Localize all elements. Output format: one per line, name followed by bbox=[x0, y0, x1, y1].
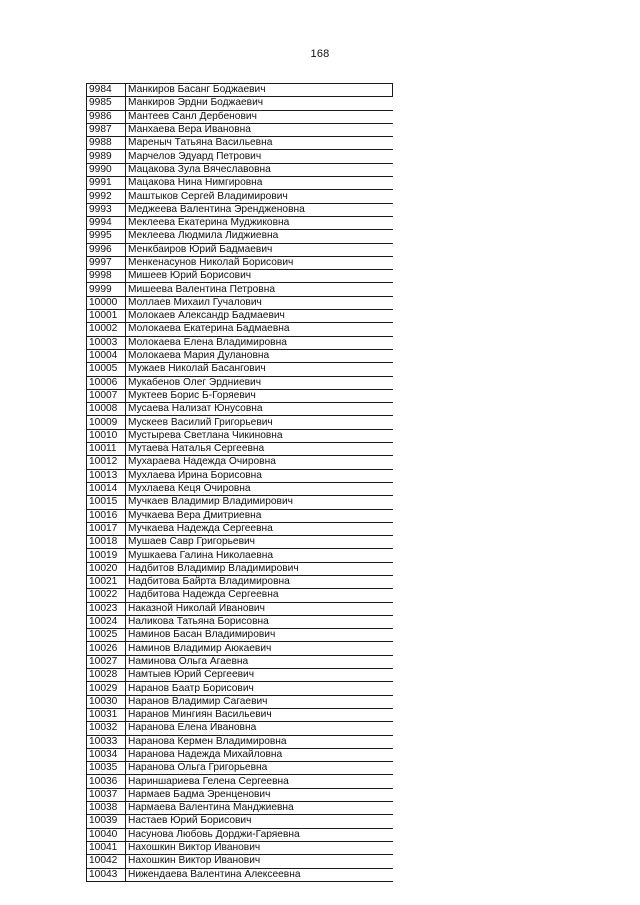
record-number-cell: 10010 bbox=[87, 429, 126, 442]
person-name-cell: Молокаева Елена Владимировна bbox=[126, 336, 393, 349]
record-number-cell: 10020 bbox=[87, 562, 126, 575]
record-number-cell: 10005 bbox=[87, 363, 126, 376]
table-row bbox=[87, 735, 393, 748]
table-row bbox=[87, 283, 393, 296]
record-number-cell: 10007 bbox=[87, 389, 126, 402]
person-name-cell: Наказной Николай Иванович bbox=[126, 602, 393, 615]
record-number-cell: 9999 bbox=[87, 283, 126, 296]
record-number-cell: 9989 bbox=[87, 150, 126, 163]
table-row bbox=[87, 110, 393, 123]
record-number-cell: 9984 bbox=[87, 84, 126, 97]
record-number-cell: 10029 bbox=[87, 682, 126, 695]
table-row bbox=[87, 748, 393, 761]
table-row bbox=[87, 416, 393, 429]
person-name-cell: Манкиров Басанг Боджаевич bbox=[126, 84, 393, 97]
table-row bbox=[87, 708, 393, 721]
person-name-cell: Мучкаев Владимир Владимирович bbox=[126, 496, 393, 509]
record-number-cell: 10017 bbox=[87, 522, 126, 535]
record-number-cell: 10016 bbox=[87, 509, 126, 522]
record-number-cell: 10040 bbox=[87, 828, 126, 841]
person-name-cell: Молокаева Екатерина Бадмаевна bbox=[126, 323, 393, 336]
table-row bbox=[87, 256, 393, 269]
table-row bbox=[87, 669, 393, 682]
person-name-cell: Нахошкин Виктор Иванович bbox=[126, 841, 393, 854]
person-name-cell: Мушкаева Галина Николаевна bbox=[126, 549, 393, 562]
table-row bbox=[87, 482, 393, 495]
person-name-cell: Меклеева Екатерина Муджиковна bbox=[126, 216, 393, 229]
table-row bbox=[87, 522, 393, 535]
table-row bbox=[87, 216, 393, 229]
person-name-cell: Мукабенов Олег Эрдниевич bbox=[126, 376, 393, 389]
person-name-cell: Мацакова Нина Нимгировна bbox=[126, 177, 393, 190]
person-name-cell: Манхаева Вера Ивановна bbox=[126, 123, 393, 136]
record-number-cell: 10023 bbox=[87, 602, 126, 615]
table-row bbox=[87, 150, 393, 163]
table-row bbox=[87, 802, 393, 815]
record-number-cell: 9987 bbox=[87, 123, 126, 136]
table-row bbox=[87, 84, 393, 97]
table-row bbox=[87, 841, 393, 854]
record-number-cell: 9997 bbox=[87, 256, 126, 269]
record-number-cell: 10015 bbox=[87, 496, 126, 509]
person-name-cell: Мишеев Юрий Борисович bbox=[126, 270, 393, 283]
table-row bbox=[87, 177, 393, 190]
person-name-cell: Наранов Мингиян Васильевич bbox=[126, 708, 393, 721]
person-name-cell: Мучкаева Вера Дмитриевна bbox=[126, 509, 393, 522]
table-row bbox=[87, 615, 393, 628]
person-name-cell: Нармаев Бадма Эренценович bbox=[126, 788, 393, 801]
record-number-cell: 9998 bbox=[87, 270, 126, 283]
person-name-cell: Намтыев Юрий Сергеевич bbox=[126, 669, 393, 682]
person-name-cell: Мантеев Санл Дербенович bbox=[126, 110, 393, 123]
person-name-cell: Менкенасунов Николай Борисович bbox=[126, 256, 393, 269]
table-row bbox=[87, 456, 393, 469]
record-number-cell: 10006 bbox=[87, 376, 126, 389]
record-number-cell: 10038 bbox=[87, 802, 126, 815]
record-number-cell: 10028 bbox=[87, 669, 126, 682]
person-name-cell: Мухараева Надежда Очировна bbox=[126, 456, 393, 469]
record-number-cell: 10035 bbox=[87, 762, 126, 775]
record-number-cell: 9986 bbox=[87, 110, 126, 123]
table-row bbox=[87, 629, 393, 642]
table-row bbox=[87, 536, 393, 549]
person-name-cell: Мареныч Татьяна Васильевна bbox=[126, 137, 393, 150]
record-number-cell: 9990 bbox=[87, 163, 126, 176]
table-row bbox=[87, 682, 393, 695]
record-number-cell: 10030 bbox=[87, 695, 126, 708]
person-name-cell: Наранова Надежда Михайловна bbox=[126, 748, 393, 761]
person-name-cell: Наранова Ольга Григорьевна bbox=[126, 762, 393, 775]
record-number-cell: 9992 bbox=[87, 190, 126, 203]
record-number-cell: 9993 bbox=[87, 203, 126, 216]
person-name-cell: Наранова Кермен Владимировна bbox=[126, 735, 393, 748]
person-name-cell: Муктеев Борис Б-Горяевич bbox=[126, 389, 393, 402]
person-name-cell: Надбитова Надежда Сергеевна bbox=[126, 589, 393, 602]
table-row bbox=[87, 788, 393, 801]
person-name-cell: Наранов Владимир Сагаевич bbox=[126, 695, 393, 708]
table-row bbox=[87, 775, 393, 788]
table-row bbox=[87, 602, 393, 615]
table-row bbox=[87, 190, 393, 203]
record-number-cell: 10013 bbox=[87, 469, 126, 482]
person-name-cell: Наранова Елена Ивановна bbox=[126, 722, 393, 735]
person-name-cell: Мужаев Николай Басангович bbox=[126, 363, 393, 376]
table-row bbox=[87, 655, 393, 668]
table-row bbox=[87, 589, 393, 602]
record-number-cell: 9991 bbox=[87, 177, 126, 190]
record-number-cell: 9994 bbox=[87, 216, 126, 229]
table-row bbox=[87, 363, 393, 376]
person-name-cell: Надбитов Владимир Владимирович bbox=[126, 562, 393, 575]
person-name-cell: Надбитова Байрта Владимировна bbox=[126, 575, 393, 588]
table-row bbox=[87, 562, 393, 575]
person-name-cell: Моллаев Михаил Гучалович bbox=[126, 296, 393, 309]
table-row bbox=[87, 496, 393, 509]
record-number-cell: 10036 bbox=[87, 775, 126, 788]
table-row bbox=[87, 509, 393, 522]
table-row bbox=[87, 123, 393, 136]
person-name-cell: Мацакова Зула Вячеславовна bbox=[126, 163, 393, 176]
person-name-cell: Мускеев Василий Григорьевич bbox=[126, 416, 393, 429]
record-number-cell: 10041 bbox=[87, 841, 126, 854]
table-row bbox=[87, 815, 393, 828]
table-row bbox=[87, 163, 393, 176]
record-number-cell: 10027 bbox=[87, 655, 126, 668]
table-row bbox=[87, 97, 393, 110]
table-row bbox=[87, 349, 393, 362]
person-name-cell: Наликова Татьяна Борисовна bbox=[126, 615, 393, 628]
record-number-cell: 10024 bbox=[87, 615, 126, 628]
record-number-cell: 10021 bbox=[87, 575, 126, 588]
person-name-cell: Наминов Владимир Аюкаевич bbox=[126, 642, 393, 655]
record-number-cell: 10011 bbox=[87, 443, 126, 456]
record-number-cell: 10000 bbox=[87, 296, 126, 309]
record-number-cell: 10012 bbox=[87, 456, 126, 469]
person-name-cell: Мухлаева Кеця Очировна bbox=[126, 482, 393, 495]
table-row bbox=[87, 868, 393, 881]
person-name-cell: Марчелов Эдуард Петрович bbox=[126, 150, 393, 163]
record-number-cell: 10014 bbox=[87, 482, 126, 495]
table-row bbox=[87, 549, 393, 562]
person-name-cell: Наминова Ольга Агаевна bbox=[126, 655, 393, 668]
record-number-cell: 10037 bbox=[87, 788, 126, 801]
person-name-cell: Молокаева Мария Дулановна bbox=[126, 349, 393, 362]
table-row bbox=[87, 270, 393, 283]
person-name-cell: Мишеева Валентина Петровна bbox=[126, 283, 393, 296]
name-register-table bbox=[86, 83, 393, 882]
table-row bbox=[87, 855, 393, 868]
record-number-cell: 10003 bbox=[87, 336, 126, 349]
table-row bbox=[87, 429, 393, 442]
record-number-cell: 10039 bbox=[87, 815, 126, 828]
person-name-cell: Нижендаева Валентина Алексеевна bbox=[126, 868, 393, 881]
table-row bbox=[87, 443, 393, 456]
record-number-cell: 10002 bbox=[87, 323, 126, 336]
person-name-cell: Мучкаева Надежда Сергеевна bbox=[126, 522, 393, 535]
table-row bbox=[87, 137, 393, 150]
record-number-cell: 10033 bbox=[87, 735, 126, 748]
table-row bbox=[87, 243, 393, 256]
register-table-body bbox=[87, 84, 393, 882]
record-number-cell: 10032 bbox=[87, 722, 126, 735]
record-number-cell: 10034 bbox=[87, 748, 126, 761]
record-number-cell: 9988 bbox=[87, 137, 126, 150]
table-row bbox=[87, 336, 393, 349]
person-name-cell: Менкбаиров Юрий Бадмаевич bbox=[126, 243, 393, 256]
person-name-cell: Манкиров Эрдни Боджаевич bbox=[126, 97, 393, 110]
table-row bbox=[87, 469, 393, 482]
person-name-cell: Молокаев Александр Бадмаевич bbox=[126, 310, 393, 323]
table-row bbox=[87, 695, 393, 708]
record-number-cell: 10025 bbox=[87, 629, 126, 642]
record-number-cell: 10043 bbox=[87, 868, 126, 881]
person-name-cell: Наминов Басан Владимирович bbox=[126, 629, 393, 642]
person-name-cell: Мутаева Наталья Сергеевна bbox=[126, 443, 393, 456]
record-number-cell: 9985 bbox=[87, 97, 126, 110]
table-row bbox=[87, 575, 393, 588]
page-number: 168 bbox=[310, 48, 330, 60]
record-number-cell: 10031 bbox=[87, 708, 126, 721]
record-number-cell: 10026 bbox=[87, 642, 126, 655]
table-row bbox=[87, 722, 393, 735]
table-row bbox=[87, 230, 393, 243]
table-row bbox=[87, 762, 393, 775]
record-number-cell: 9996 bbox=[87, 243, 126, 256]
person-name-cell: Меджеева Валентина Эрендженовна bbox=[126, 203, 393, 216]
record-number-cell: 10042 bbox=[87, 855, 126, 868]
person-name-cell: Нармаева Валентина Манджиевна bbox=[126, 802, 393, 815]
record-number-cell: 10004 bbox=[87, 349, 126, 362]
table-row bbox=[87, 828, 393, 841]
person-name-cell: Настаев Юрий Борисович bbox=[126, 815, 393, 828]
person-name-cell: Мусаева Нализат Юнусовна bbox=[126, 403, 393, 416]
table-row bbox=[87, 310, 393, 323]
person-name-cell: Маштыков Сергей Владимирович bbox=[126, 190, 393, 203]
table-row bbox=[87, 403, 393, 416]
table-row bbox=[87, 323, 393, 336]
person-name-cell: Нариншариева Гелена Сергеевна bbox=[126, 775, 393, 788]
person-name-cell: Мушаев Савр Григорьевич bbox=[126, 536, 393, 549]
person-name-cell: Мухлаева Ирина Борисовна bbox=[126, 469, 393, 482]
record-number-cell: 9995 bbox=[87, 230, 126, 243]
table-row bbox=[87, 376, 393, 389]
person-name-cell: Меклеева Людмила Лиджиевна bbox=[126, 230, 393, 243]
person-name-cell: Наранов Баатр Борисович bbox=[126, 682, 393, 695]
record-number-cell: 10018 bbox=[87, 536, 126, 549]
table-row bbox=[87, 296, 393, 309]
person-name-cell: Нахошкин Виктор Иванович bbox=[126, 855, 393, 868]
record-number-cell: 10022 bbox=[87, 589, 126, 602]
table-row bbox=[87, 642, 393, 655]
record-number-cell: 10009 bbox=[87, 416, 126, 429]
record-number-cell: 10008 bbox=[87, 403, 126, 416]
record-number-cell: 10001 bbox=[87, 310, 126, 323]
person-name-cell: Мустырева Светлана Чикиновна bbox=[126, 429, 393, 442]
person-name-cell: Насунова Любовь Дорджи-Гаряевна bbox=[126, 828, 393, 841]
table-row bbox=[87, 203, 393, 216]
table-row bbox=[87, 389, 393, 402]
record-number-cell: 10019 bbox=[87, 549, 126, 562]
